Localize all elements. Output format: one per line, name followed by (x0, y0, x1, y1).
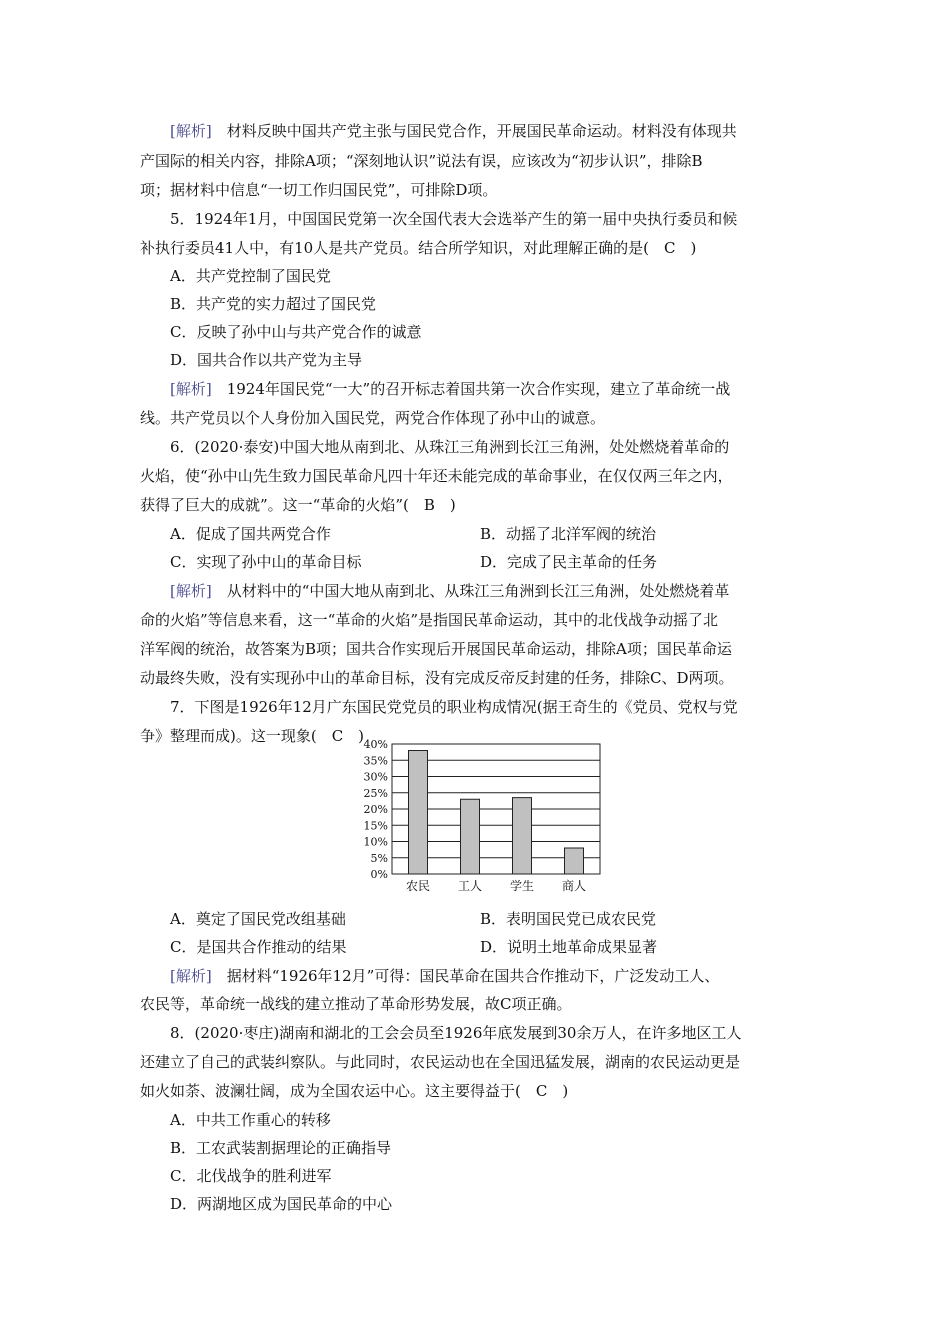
y-tick-label: 30% (363, 770, 388, 784)
q8-option-c: C．北伐战争的胜利进军 (170, 1167, 332, 1185)
q6-option-d: D．完成了民主革命的任务 (480, 553, 658, 571)
x-tick-label: 工人 (457, 879, 483, 893)
y-tick-label: 20% (363, 803, 388, 816)
bar-2 (461, 799, 480, 874)
q7-option-b: B．表明国民党已成农民党 (480, 910, 657, 928)
q7-option-c: C．是国共合作推动的结果 (170, 938, 347, 956)
analysis-tag: [解析] (170, 582, 212, 600)
q6-option-a: A．促成了国共两党合作 (170, 525, 331, 543)
x-tick-label: 农民 (405, 879, 431, 893)
q6-option-b: B．动摇了北洋军阀的统治 (480, 525, 657, 543)
q6-option-c: C．实现了孙中山的革命目标 (170, 553, 362, 571)
bar-3 (513, 798, 532, 874)
q7-option-a: A．奠定了国民党改组基础 (170, 910, 346, 928)
x-tick-label: 学生 (509, 879, 535, 893)
q5-option-a: A．共产党控制了国民党 (170, 267, 331, 285)
q6-stem-line-2: 火焰，使“孙中山先生致力国民革命凡四十年还未能完成的革命事业，在仅仅两三年之内， (140, 467, 733, 485)
y-tick-label: 25% (363, 786, 388, 800)
q8-stem-line-2: 还建立了自己的武装纠察队。与此同时，农民运动也在全国迅猛发展，湖南的农民运动更是 (140, 1053, 741, 1071)
q7-analysis-line-2: 农民等，革命统一战线的建立推动了革命形势发展，故C项正确。 (140, 995, 572, 1013)
q6-analysis-line-4: 动最终失败，没有实现孙中山的革命目标，没有完成反帝反封建的任务，排除C、D两项。 (140, 669, 734, 687)
q5-option-c: C．反映了孙中山与共产党合作的诚意 (170, 323, 422, 341)
q4-analysis-line-3: 项；据材料中信息“一切工作归国民党”，可排除D项。 (140, 181, 498, 199)
q5-analysis-line-1: [解析] 1924年国民党“一大”的召开标志着国共第一次合作实现，建立了革命统一战 (170, 380, 731, 398)
bar-1 (409, 751, 428, 875)
y-tick-label: 35% (363, 754, 388, 768)
q6-analysis-line-1: [解析] 从材料中的“中国大地从南到北、从珠江三角洲到长江三角洲，处处燃烧着革 (170, 582, 730, 600)
q7-analysis-line-1: [解析] 据材料“1926年12月”可得：国民革命在国共合作推动下，广泛发动工人、 (170, 967, 720, 985)
q6-analysis-line-2: 命的火焰”等信息来看，这一“革命的火焰”是指国民革命运动，其中的北伐战争动摇了北 (140, 611, 719, 629)
q7-stem-line-2: 争》整理而成)。这一现象( C ) (140, 727, 365, 745)
q5-stem-line-1: 5．1924年1月，中国国民党第一次全国代表大会选举产生的第一届中央执行委员和候 (170, 210, 738, 228)
analysis-tag: [解析] (170, 380, 212, 398)
q5-analysis-line-2: 线。共产党员以个人身份加入国民党，两党合作体现了孙中山的诚意。 (140, 409, 606, 427)
y-tick-label: 40% (363, 738, 388, 751)
q4-analysis-line-2: 产国际的相关内容，排除A项；“深刻地认识”说法有误，应该改为“初步认识”，排除B (140, 152, 703, 170)
q8-option-a: A．中共工作重心的转移 (170, 1111, 331, 1129)
q7-stem-line-1: 7．下图是1926年12月广东国民党党员的职业构成情况(据王奇生的《党员、党权与党 (170, 698, 738, 716)
q8-option-b: B．工农武装割据理论的正确指导 (170, 1139, 392, 1157)
y-tick-label: 0% (370, 868, 388, 881)
chart-svg (352, 736, 612, 896)
q5-option-b: B．共产党的实力超过了国民党 (170, 295, 377, 313)
q7-option-d: D．说明土地革命成果显著 (480, 938, 658, 956)
q5-option-d: D．国共合作以共产党为主导 (170, 351, 363, 369)
q6-stem-line-3: 获得了巨大的成就”。这一“革命的火焰”( B ) (140, 496, 456, 514)
y-tick-label: 10% (363, 835, 388, 849)
q6-analysis-line-3: 洋军阀的统治，故答案为B项；国共合作实现后开展国民革命运动，排除A项；国民革命运 (140, 640, 732, 658)
analysis-tag: [解析] (170, 967, 212, 985)
analysis-tag: [解析] (170, 122, 212, 140)
q5-stem-line-2: 补执行委员41人中，有10人是共产党员。结合所学知识，对此理解正确的是( C ) (140, 239, 697, 257)
q6-stem-line-1: 6．(2020·泰安)中国大地从南到北、从珠江三角洲到长江三角洲，处处燃烧着革命的 (170, 438, 730, 456)
y-tick-label: 15% (363, 819, 388, 833)
bar-4 (565, 848, 584, 874)
q8-stem-line-3: 如火如荼、波澜壮阔，成为全国农运中心。这主要得益于( C ) (140, 1082, 569, 1100)
x-tick-label: 商人 (561, 879, 587, 893)
q8-option-d: D．两湖地区成为国民革命的中心 (170, 1195, 393, 1213)
y-tick-label: 5% (370, 851, 388, 865)
q8-stem-line-1: 8．(2020·枣庄)湖南和湖北的工会会员至1926年底发展到30余万人，在许多地区工人 (170, 1024, 742, 1042)
occupation-bar-chart (352, 736, 612, 896)
q4-analysis-line-1: [解析] 材料反映中国共产党主张与国民党合作，开展国民革命运动。材料没有体现共 (170, 122, 737, 140)
